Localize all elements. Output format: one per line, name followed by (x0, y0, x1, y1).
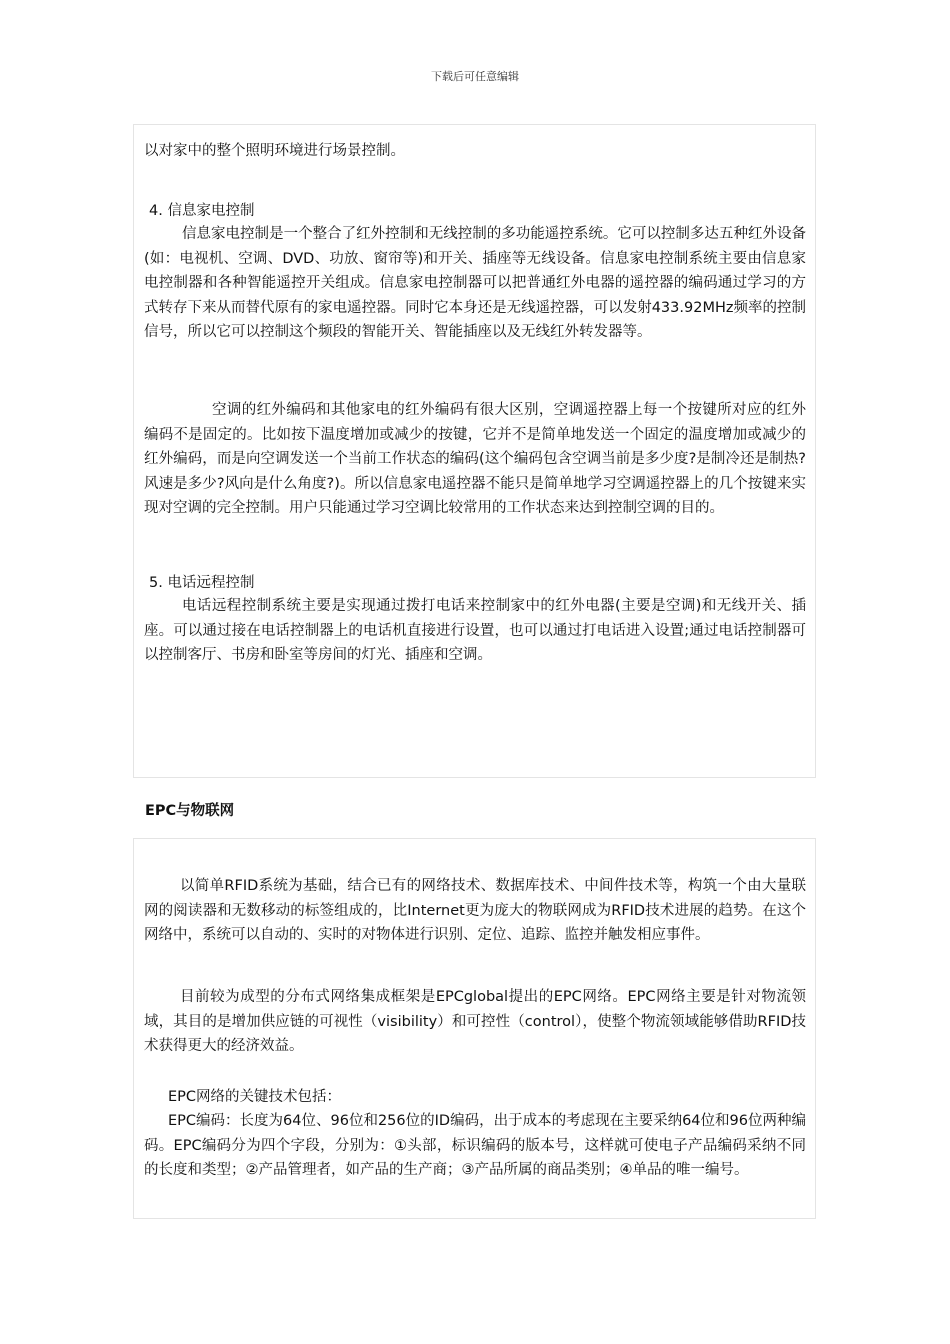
paragraph-epc-code: EPC编码：长度为64位、96位和256位的ID编码，出于成本的考虑现在主要采纳64位和96位两种编码。EPC编码分为四个字段，分别为：①头部，标识编码的版本号，这样就可使电子产品编码采纳不同的长度和类型；②产品管理者，如产品的生产商；③产品所属的商品类别；④单品的唯一编号。 (144, 1113, 806, 1178)
heading-phone-remote-control: 5. 电话远程控制 (149, 575, 255, 591)
paragraph-air-conditioner-ir: 空调的红外编码和其他家电的红外编码有很大区别，空调遥控器上每一个按键所对应的红外编码不是固定的。比如按下温度增加或减少的按键，它并不是简单地发送一个固定的温度增加或减少的红外编码，而是向空调发送一个当前工作状态的编码(这个编码包含空调当前是多少度?是制冷还是制热?风速是多少?风向是什么角度?)。所以信息家电遥控器不能只是简单地学习空调遥控器上的几个按键来实现对空调的完全控制。用户只能通过学习空调比较常用的工作状态来达到控制空调的目的。 (144, 402, 806, 516)
section-title-epc-iot: EPC与物联网 (145, 803, 235, 819)
intro-line: 以对家中的整个照明环境进行场景控制。 (144, 143, 405, 159)
heading-info-appliance-control: 4. 信息家电控制 (149, 203, 255, 219)
page-header: 下载后可任意编辑 (431, 70, 519, 83)
key-tech-intro: EPC网络的关键技术包括： (168, 1089, 342, 1105)
paragraph-info-appliance-control: 信息家电控制是一个整合了红外控制和无线控制的多功能遥控系统。它可以控制多达五种红外设备(如：电视机、空调、DVD、功放、窗帘等)和开关、插座等无线设备。信息家电控制系统主要由信息家电控制器和各种智能遥控开关组成。信息家电控制器可以把普通红外电器的遥控器的编码通过学习的方式转存下来从而替代原有的家电遥控器。同时它本身还是无线遥控器，可以发射433.92MHz频率的控制信号，所以它可以控制这个频段的智能开关、智能插座以及无线红外转发器等。 (144, 226, 806, 340)
paragraph-rfid-network: 以简单RFID系统为基础，结合已有的网络技术、数据库技术、中间件技术等，构筑一个由大量联网的阅读器和无数移动的标签组成的，比Internet更为庞大的物联网成为RFID技术进展的趋势。在这个网络中，系统可以自动的、实时的对物体进行识别、定位、追踪、监控并触发相应事件。 (144, 878, 806, 943)
content-box-home-control (133, 124, 816, 778)
paragraph-epc-network: 目前较为成型的分布式网络集成框架是EPCglobal提出的EPC网络。EPC网络主要是针对物流领域，其目的是增加供应链的可视性（visibility）和可控性（control），使整个物流领域能够借助RFID技术获得更大的经济效益。 (144, 989, 806, 1054)
content-box-epc (133, 838, 816, 1219)
paragraph-phone-remote-control: 电话远程控制系统主要是实现通过拨打电话来控制家中的红外电器(主要是空调)和无线开关、插座。可以通过接在电话控制器上的电话机直接进行设置，也可以通过打电话进入设置;通过电话控制器可以控制客厅、书房和卧室等房间的灯光、插座和空调。 (144, 598, 806, 663)
